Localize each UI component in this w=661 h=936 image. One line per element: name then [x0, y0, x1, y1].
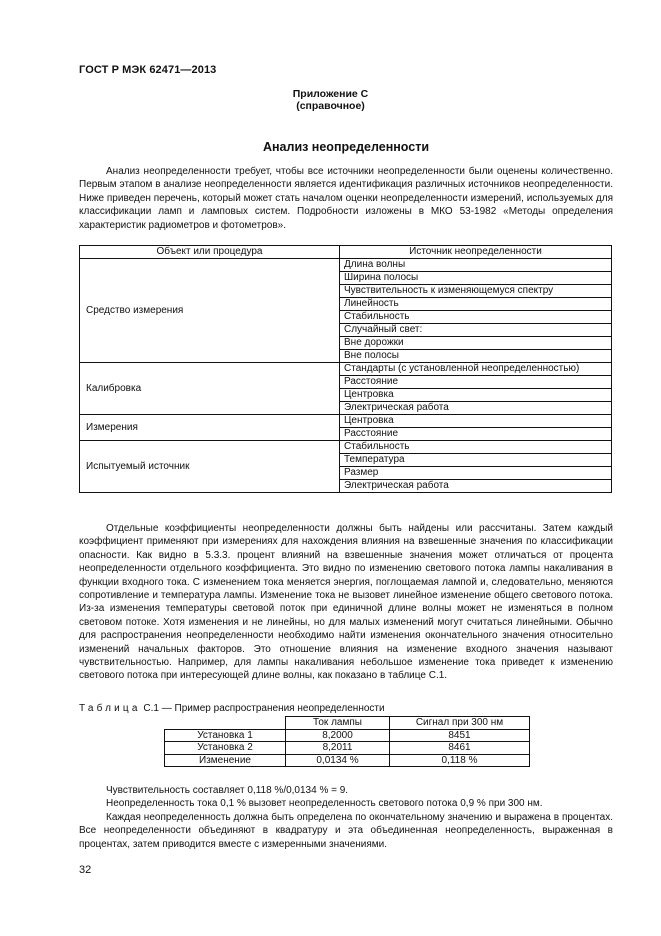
combined-uncertainty-paragraph: Каждая неопределенность должна быть определена по окончательному значению и выражена в процентах. Все неопределенности объединяют в квадратуру и эта объединенная неопределенность, выраженная в процентах, затем приводится вместе с измеренными значениями. [79, 811, 613, 850]
col-header-source: Источник неопределенности [340, 246, 612, 259]
body-paragraph [79, 522, 613, 683]
table-c1-row [165, 754, 530, 767]
table-c1-cell: 8,2000 [286, 729, 390, 742]
closing-text [79, 784, 613, 851]
source-cell: Линейность [340, 298, 612, 311]
table-c1-row [165, 729, 530, 742]
source-cell: Расстояние [340, 428, 612, 441]
table-c1-cell: 8,2011 [286, 742, 390, 755]
body-text: Отдельные коэффициенты неопределенности должны быть найдены или рассчитаны. Затем каждый коэффициент применяют при измерениях для нахождения влияния на взвешенные значения по классификации опасности. Как видно в 5.3.3. процент влияний на взвешенные значения может отличаться от процента неопределенности отдельного коэффициента. Это видно по изменению светового потока лампы накаливания в функции входного тока. С изменением тока меняется энергия, поглощаемая лампой и, следовательно, меняются сопротивление и температура лампы. Изменение тока не вызовет линейное изменение общего светового потока. Из-за изменения температуры световой поток при единичной длине волны может не изменяться в полном световом потоке. Хотя изменения и не линейны, но для малых изменений могут считаться линейными. Обычно для распространения неопределенности необходимо найти изменения окончательного значения относительно изменений начальных факторов. Это отношение влияния на изменение входного значения называют чувствительностью. Например, для лампы накаливания небольшое изменение тока приведет к изменению светового потока при интересующей длине волны, как показано в таблице С.1. [79, 523, 613, 682]
table-c1-cell: Установка 2 [165, 742, 286, 755]
table-c1-header-cell [165, 717, 286, 730]
appendix-name: Приложение С [292, 88, 369, 100]
source-cell: Длина волны [340, 259, 612, 272]
table-label: Таблица [79, 703, 141, 714]
page-number: 32 [79, 864, 92, 876]
intro-paragraph [79, 165, 613, 232]
table-c1-cell: 0,118 % [390, 754, 530, 767]
table-c1-header-cell: Сигнал при 300 нм [390, 717, 530, 730]
intro-text: Анализ неопределенности требует, чтобы все источники неопределенности были оценены количественно. Первым этапом в анализе неопределенности является идентификация различных источников неопределенности. Ниже приведен перечень, который может стать началом оценки неопределенности измерений, используемых для классификации ламп и ламповых систем. Подробности изложены в МКО 53-1982 «Методы определения характеристик радиометров и фотометров». [79, 166, 613, 231]
table-c1-header-cell: Ток лампы [286, 717, 390, 730]
table-c1-row [165, 742, 530, 755]
source-cell: Стандарты (с установленной неопределенностью) [340, 363, 612, 376]
appendix-kind: (справочное) [296, 100, 365, 112]
source-cell: Центровка [340, 415, 612, 428]
source-cell: Случайный свет: [340, 324, 612, 337]
table-c1-cell: 8461 [390, 742, 530, 755]
table-c1-caption [79, 703, 385, 714]
source-cell: Вне полосы [340, 350, 612, 363]
source-cell: Расстояние [340, 376, 612, 389]
table-c1-body [165, 717, 530, 767]
source-cell: Стабильность [340, 311, 612, 324]
source-cell: Температура [340, 454, 612, 467]
source-cell: Размер [340, 467, 612, 480]
table-number: С.1 [143, 703, 159, 714]
table-c1-cell: Изменение [165, 754, 286, 767]
source-cell: Центровка [340, 389, 612, 402]
table-c1-cell: Установка 1 [165, 729, 286, 742]
source-table-row [80, 441, 612, 454]
source-table-row [80, 259, 612, 272]
table-c1-cell: 0,0134 % [286, 754, 390, 767]
object-cell: Средство измерения [80, 259, 340, 363]
source-cell: Электрическая работа [340, 480, 612, 493]
uncertainty-line: Неопределенность тока 0,1 % вызовет неопределенность светового потока 0,9 % при 300 нм. [106, 798, 543, 810]
source-cell: Электрическая работа [340, 402, 612, 415]
table-c1-cell: 8451 [390, 729, 530, 742]
source-cell: Стабильность [340, 441, 612, 454]
sensitivity-line: Чувствительность составляет 0,118 %/0,0134 % = 9. [106, 785, 349, 796]
source-cell: Чувствительность к изменяющемуся спектру [340, 285, 612, 298]
table-caption-text: Пример распространения неопределенности [174, 703, 385, 714]
source-cell: Вне дорожки [340, 337, 612, 350]
uncertainty-sources-table [79, 245, 612, 493]
object-cell: Калибровка [80, 363, 340, 415]
source-table-row [80, 363, 612, 376]
uncertainty-sources-body [80, 259, 612, 493]
table-c1 [164, 716, 530, 767]
standard-header: ГОСТ Р МЭК 62471—2013 [79, 64, 217, 76]
object-cell: Испытуемый источник [80, 441, 340, 493]
table-c1-header-row [165, 717, 530, 730]
section-title: Анализ неопределенности [262, 140, 430, 154]
source-cell: Ширина полосы [340, 272, 612, 285]
col-header-object: Объект или процедура [80, 246, 340, 259]
object-cell: Измерения [80, 415, 340, 441]
table-dash: — [161, 703, 172, 714]
source-table-row [80, 415, 612, 428]
